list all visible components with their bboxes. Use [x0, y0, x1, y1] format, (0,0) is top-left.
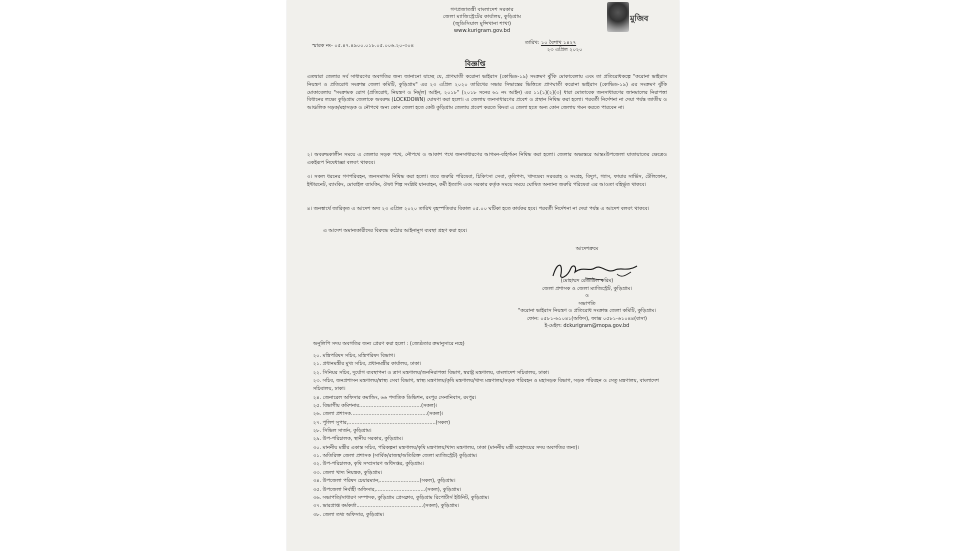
contact-phone: ফোন: ০৫৮১-৬১০৪১(অফিস), ফ্যাক্স ০৫৮১-৬১০৪৪(বাসা) — [527, 315, 647, 322]
committee-name: "করোনা ভাইরাস নিয়ন্ত্রণ ও প্রতিরোধ সংক্রান্ত জেলা কমিটি, কুড়িগ্রাম। — [518, 308, 656, 314]
list-item: ৩৪. উপজেলা পরিষদ চেয়ারম্যান,.........................(সকল), কুড়িগ্রাম। — [313, 478, 456, 485]
list-item: ২২. সিনিয়র সচিব, দুর্যোগ ব্যবস্থাপনা ও ত্রাণ মন্ত্রণালয়/জননিরাপত্তা বিভাগ, স্বরাষ্ট্র মন্ত্রণালয়, বাংলাদেশ সচিবালয়, ঢাকা। — [313, 369, 550, 376]
paragraph-1: এতদ্বারা জেলার সর্ব সাধারণের অবগতির জন্য জানানো যাচ্ছে যে, প্রাণঘাতী করোনা ভাইরাস (কোভিড-১৯) সংক্রমণ ঝুঁকি মোকাবেলায় এবং তা প্রতিরোধকল্পে "করোনা ভাইরাস নিয়ন্ত্রণ ও প্রতিরোধ সংক্রান্ত জেলা কমিটি, কুড়িগ্রাম" এর ২৩ এপ্রিল ২০২০ তারিখের সভার সিদ্ধান্তের ভিত্তিতে প্রাণঘাতী করোনা ভাইরাস (কোভিড-১৯) এর সংক্রমণ ঝুঁকি মোকাবেলায় "সংক্রামক রোগ (প্রতিরোধ, নিয়ন্ত্রণ ও নির্মূল) আইন, ২০১৮" (২০১৮ সনের ৬১ নং আইন) এর ১১(১)(২)(৩) ধারা মোতাবেক জনসাধারণের জানমালের নিরাপত্তা বিধানের লক্ষ্যে কুড়িগ্রাম জেলাকে অবরুদ্ধ (LOCKDOWN) ঘোষণা করা হলো। এ জেলায় জনসাধারণের প্রবেশ ও প্রস্থান নিষিদ্ধ করা হলো। পরবর্তী নির্দেশনা না দেয়া পর্যন্ত জাতীয় ও আঞ্চলিক সড়ক/মহাসড়ক ও নৌপথে অন্য কোন জেলা হতে কেউ কুড়িগ্রাম জেলায় প্রবেশ করতে কিংবা এ জেলা হতে অন্য কোন জেলায় গমন করতে পারবেন না। — [307, 74, 667, 111]
signatory-block — [497, 278, 677, 331]
signatory-and: ও — [585, 293, 589, 299]
logo-mark: মুজিব — [630, 13, 649, 23]
paragraph-4: ৪। জনস্বার্থে জারিকৃত এ আদেশ অদ্য ২৩ এপ্রিল ২০২০ তারিখ বৃহস্পতিবার বিকাল ০৫.০০ ঘটিকা হতে কার্যকর হবে। পরবর্তী নির্দেশনা না দেয়া পর্যন্ত এ আদেশ বলবৎ থাকবে। — [307, 206, 650, 212]
list-item: ২৯. উপ-পরিচালক, স্থানীয় সরকার, কুড়িগ্রাম। — [313, 436, 403, 443]
list-item: ৩১. অতিরিক্ত জেলা প্রশাসক (সার্বিক/রাজস্ব/অতিরিক্ত জেলা ম্যাজিস্ট্রেট) কুড়িগ্রাম। — [313, 453, 478, 460]
header-office: জেলা ম্যাজিস্ট্রেটের কার্যালয়, কুড়িগ্রাম — [442, 14, 522, 21]
list-item: ২০. মন্ত্রিপরিষদ সচিব, মন্ত্রিপরিষদ বিভাগ। — [313, 353, 395, 359]
list-item: ৩২. উপ-পরিচালক, কৃষি সম্প্রসারণ অধিদপ্তর, কুড়িগ্রাম। — [313, 461, 424, 468]
list-item: ৩৭. ভারপ্রাপ্ত কর্মকর্তা..........................................(সকল), কুড়িগ্রাম। — [313, 503, 460, 510]
list-item: ২৭. পুলিশ সুপার,.......................................................(সকল) — [313, 419, 451, 426]
header-government: গণপ্রজাতন্ত্রী বাংলাদেশ সরকার — [450, 7, 514, 13]
date-block — [525, 40, 582, 55]
date-bangla: ১০ বৈশাখ ১৪২৭ — [540, 40, 577, 46]
signatory-name: (মোহাম্মদ রেজাউল করিম) — [560, 278, 614, 284]
paragraph-5: এ আদেশ অমান্যকারীদের বিরুদ্ধে কঠোর আইনানুগ ব্যবস্থা গ্রহণ করা হবে। — [323, 228, 468, 234]
portrait-photo — [607, 2, 629, 32]
paragraph-3: ৩। সকল ধরনের গণপরিবহন, জনসমাগম নিষিদ্ধ করা হলো। তবে জরুরি পরিষেবা, চিকিৎসা সেবা, কৃষিপণ্য, খাদ্যদ্রব্য সরবরাহ ও সংগ্রহ, বিদ্যুৎ, গ্যাস, ফায়ার সার্ভিস, টেলিফোন, ইন্টারনেট, ব্যাংকিং, মোবাইল ব্যাংকিং, ঔষধ শিল্প সংশ্লিষ্ট যানবাহন, কর্মী ইত্যাদি এবং সরকার কর্তৃক সময়ে সময়ে ঘোষিত অন্যান্য জরুরি পরিষেবা এর আওতা বহির্ভূত থাকবে। — [307, 174, 667, 188]
list-item: ৩৬. সভাপতি/সাধারণ সম্পাদক, কুড়িগ্রাম প্রেসক্লাব, কুড়িগ্রাম রিপোর্টার্স ইউনিট, কুড়িগ্রাম। — [313, 494, 490, 501]
paragraph-2: ২। অবরুদ্ধকালীন সময়ে এ জেলার সড়ক পথে, নৌপথে ও আকাশ পথে জনসাধারণের আগমন-বহির্গমন নিষিদ্ধ করা হলো। জেলার অভ্যন্তরে আন্তঃউপজেলা যাতায়াতের ক্ষেত্রেও একইরূপ নিষেধাজ্ঞা বলবৎ থাকবে। — [307, 152, 667, 166]
list-item: ২৫. বিভাগীয় কমিশনার.......................................(সকল)। — [313, 403, 438, 410]
signatory-role: সভাপতি — [578, 300, 596, 307]
list-item: ৩৮. জেলা তথ্য অফিসার, কুড়িগ্রাম। — [313, 511, 385, 518]
list-item: ৩৩. জেলা খাদ্য নিয়ন্ত্রক, কুড়িগ্রাম। — [313, 469, 383, 476]
list-item: ২১. প্রধানমন্ত্রীর মুখ্য সচিব, প্রধানমন্ত্রীর কার্যালয়, ঢাকা। — [313, 361, 422, 368]
header-website: www.kurigram.gov.bd — [453, 28, 511, 35]
mujib-year-logo — [605, 2, 657, 36]
letterhead — [377, 7, 587, 35]
date-english: ২৩ এপ্রিল ২০২০ — [547, 47, 583, 54]
date-label: তারিখ: — [525, 40, 540, 46]
list-item: ২৮. সিভিল সার্জন, কুড়িগ্রাম। — [313, 428, 372, 435]
document-page — [287, 0, 679, 551]
notice-title: বিজ্ঞপ্তি — [465, 60, 486, 68]
cc-heading: অনুলিপি সদয় অবগতির জন্য প্রেরণ করা হলো : (জ্যেষ্ঠতার ক্রমানুসারে নহে) — [313, 341, 465, 347]
list-item: ২৪. জেনারেল অফিসার কমান্ডিং, ৬৬ পদাতিক ডিভিশন, রংপুর সেনানিবাস, রংপুর। — [313, 394, 477, 401]
signatory-title: জেলা প্রশাসক ও জেলা ম্যাজিস্ট্রেট, কুড়িগ্রাম। — [542, 285, 632, 292]
header-section: (জুডিসিয়াল মুন্সিখানা শাখা) — [452, 21, 512, 28]
list-item: ২৩. সচিব, জনপ্রশাসন মন্ত্রণালয়/স্বাস্থ্য সেবা বিভাগ, স্বাস্থ্য মন্ত্রণালয়/কৃষি মন্ত্রণালয়/খাদ্য মন্ত্রণালয়/সড়ক পরিবহন ও মহাসড়ক বিভাগ, সড়ক পরিবহন ও সেতু মন্ত্রণালয়, বাংলাদেশ সচিবালয়, ঢাকা। — [313, 378, 659, 393]
list-item: ৩০. মাননীয় মন্ত্রীর একান্ত সচিব, পরিকল্পনা মন্ত্রণালয়/কৃষি মন্ত্রণালয়/খাদ্য মন্ত্রণালয়, ঢাকা (মাননীয় মন্ত্রী মহোদয়ের সদয় অবগতির জন্য)। — [313, 444, 580, 451]
list-item: ৩৫. উপজেলা নির্বাহী অফিসার,...............................(সকল), কুড়িগ্রাম। — [313, 486, 462, 493]
cc-list — [313, 352, 673, 519]
memo-number: স্মারক নং- ০৫.৪৭.৪৯০০.০১৮.০৫.০০৬.২০-৩০৪ — [312, 43, 414, 49]
list-item: ২৬. জেলা প্রশাসক................................................(সকল)। — [313, 411, 444, 418]
contact-email: ই-মেইল: dckurigram@mopa.gov.bd — [544, 323, 630, 329]
order-label: আদেশক্রমে — [575, 246, 599, 252]
